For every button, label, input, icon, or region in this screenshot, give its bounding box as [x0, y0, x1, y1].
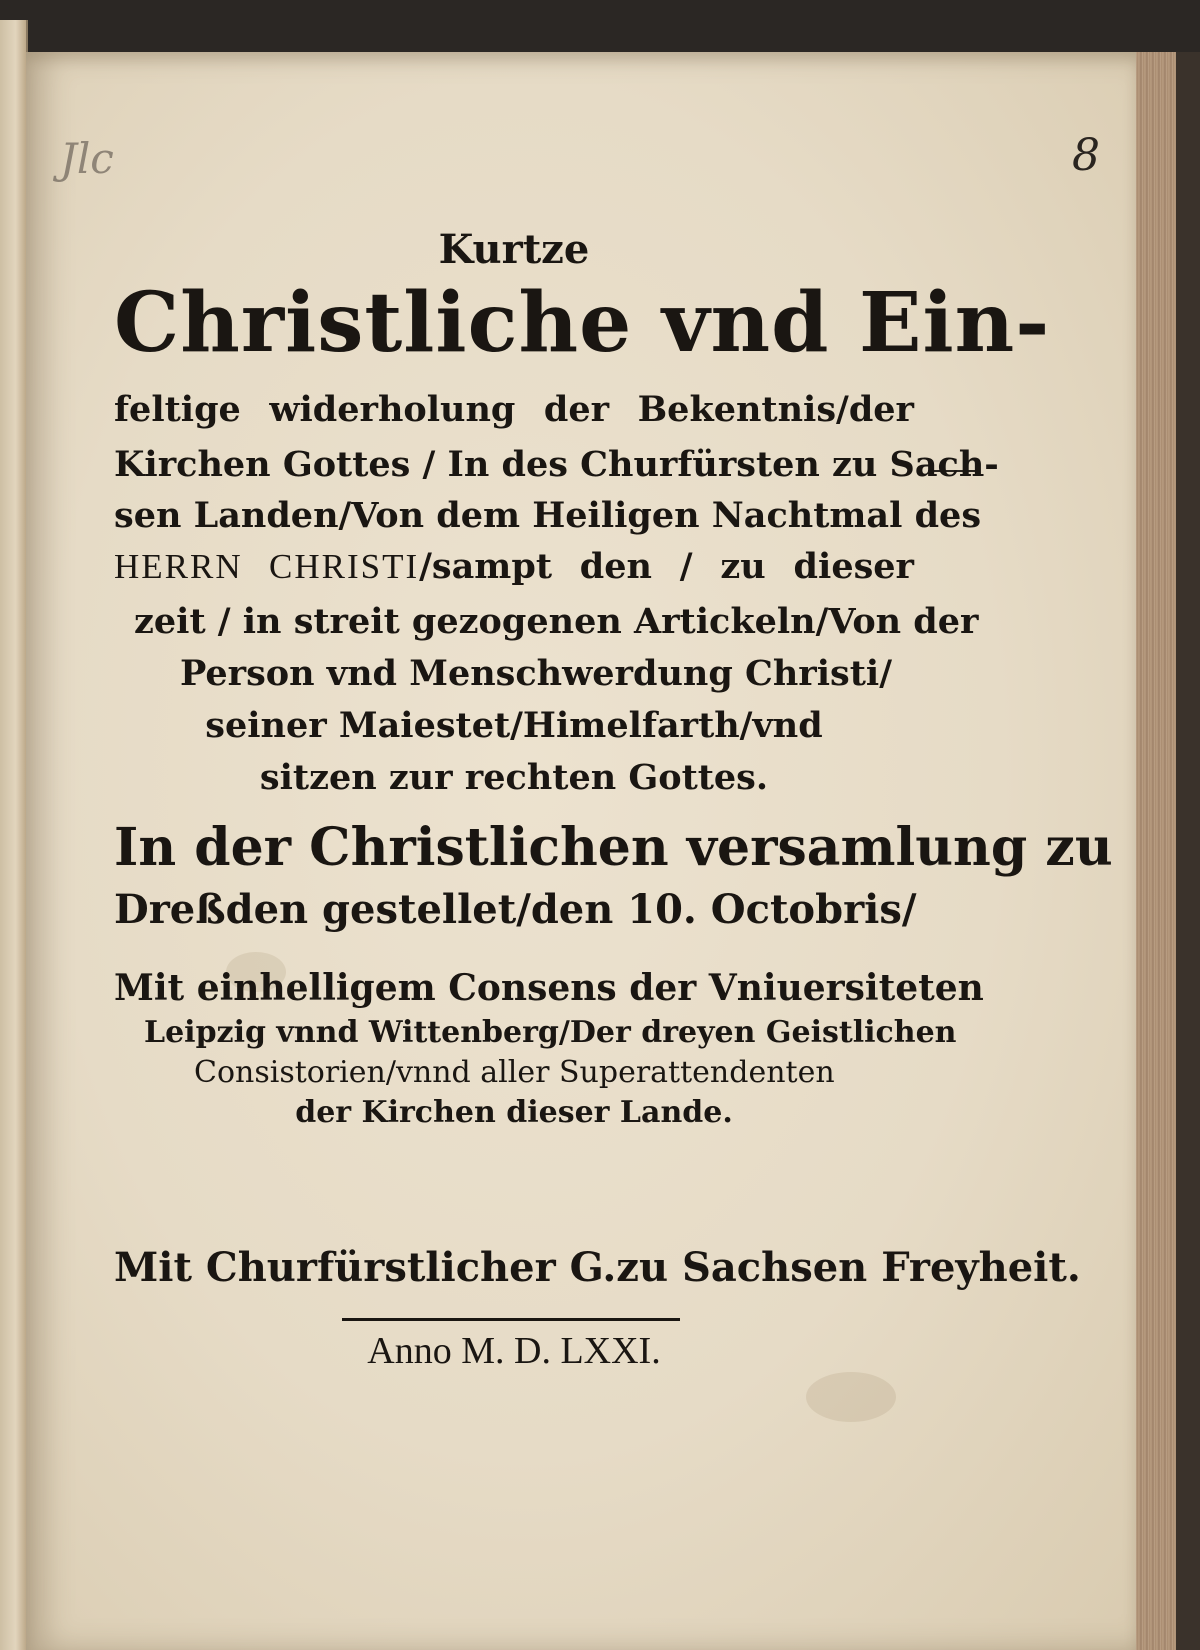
title-line-2: Kirchen Gottes / In des Churfürsten zu Sach- — [114, 444, 999, 485]
title-line-3: sen Landen/Von dem Heiligen Nachtmal des — [114, 495, 982, 536]
handwritten-page-number: 8 — [1072, 130, 1100, 181]
title-line-7: seiner Maiestet/Himelfarth/vnd — [205, 705, 823, 746]
title-small-line: Kurtze — [438, 226, 590, 273]
title-line-1: feltige widerholung der Bekentnis/der — [114, 389, 914, 430]
handwritten-margin-note: Jlc — [60, 134, 114, 183]
title-line-5: zeit / in streit gezogenen Artickeln/Von der — [134, 601, 979, 642]
imprint-block — [114, 52, 1113, 1452]
consent-line-4: der Kirchen dieser Lande. — [295, 1095, 733, 1130]
background-strip — [1176, 52, 1200, 1650]
title-line-6: Person vnd Menschwerdung Christi/ — [180, 653, 892, 694]
previous-page-edge — [0, 20, 28, 1650]
title-line-4-rest: /sampt den / zu dieser — [419, 546, 914, 587]
consent-line-2: Leipzig vnnd Wittenberg/Der dreyen Geistlichen — [144, 1015, 957, 1050]
page-block-edges — [1130, 52, 1179, 1650]
herrn-christi-caps: HERRN CHRISTI — [114, 547, 420, 586]
title-big-line: Christliche vnd Ein- — [114, 275, 1051, 371]
title-line-8: sitzen zur rechten Gottes. — [259, 757, 769, 798]
assembly-line-1: In der Christlichen versamlung zu — [114, 817, 1113, 878]
consent-line-3: Consistorien/vnnd aller Superattendenten — [194, 1055, 835, 1090]
privilege-line: Mit Churfürstlicher G.zu Sachsen Freyheit. — [114, 1244, 1081, 1291]
title-page — [26, 52, 1136, 1650]
consent-line-1: Mit einhelligem Consens der Vniuersiteten — [114, 967, 984, 1009]
assembly-line-2: Dreßden gestellet/den 10. Octobris/ — [114, 886, 917, 933]
imprint-year: Anno M. D. LXXI. — [367, 1330, 661, 1372]
